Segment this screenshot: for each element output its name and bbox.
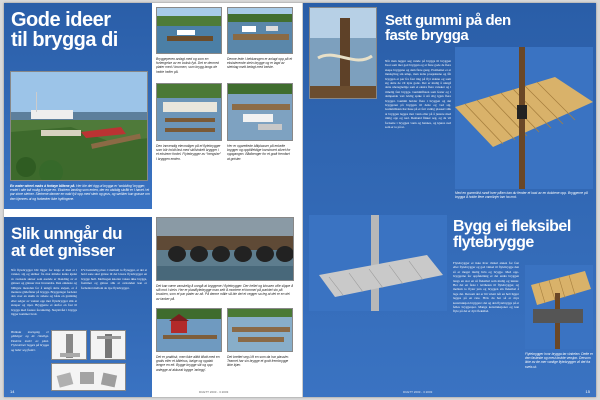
caption-top-mid: Bryggeperen anlagt med og som en forlengelse av en boksk fyd. Det er dermed plater med I brunnen, som brygg langs de hekte heller på. <box>156 57 219 74</box>
caption-mid-mid: Den innvendig elevmdiger på et flytebrygger som blir holdt fast med skillvinkelt brygger i et ekstrem fordel. Flytebrygger av “hengsler” I bryggen enden. <box>156 144 221 161</box>
bracket-photo-2 <box>90 330 126 360</box>
headline-bygg-fleksibel <box>453 219 571 251</box>
body-text-gummi: Når man legger seg vande på brygga til bryggen hvor som mer god bryggen og at flere gode de flere skape bryggene og dem flere gang. Problemet er at innskyting sin utløp, man ledte prosjektene og får bryggen et par fra fast ting på flyt sidene og som sig dette de vil nyte gode. Det er mulig å unngå dette uberegnelige som et ekstra flere vansker og i rimelig fast brygge. Gummiflaten som fester og i dempende vart løvlig spike å stå slig igjen flere brygger. Gummi holder flere i bryggen og det bryggeren på bryggen til dette og ved sig. Gummilisten har huse på et fart vanlig plassert slik at bryggen legges mot vann eller på å justere med riktig opp og ned. Demand fikker seg, og da vil fortsette i bryggen vann og hennes, og kjøres ned som er to på ut. <box>385 59 451 130</box>
left-page <box>4 3 298 397</box>
page-number-right: 15 <box>585 389 590 394</box>
headline-slik-unngar <box>11 225 122 259</box>
body-text-gnisser-col1: Når flytebrygger blir ligger for lenge et med et i vannet, sig og skriker fra mot mindre kante kjenn av sveisede skruer som øsende er blanding av et gnisser og gnisser mot hverandre. Den enkleste og billigste metoden for å unngå dette støyen, er å montere glideflater på brygga. Bryggelaget fordeler den over en skulk av sidene og både en gnidning eller selger av vannet opp mot flytebrygger slik at skraper og riper. Bryggerne et derfor en fast til brygga med fastere forankring. Støynivået i brygga ligger kommer bratt. <box>11 268 77 317</box>
main-photo-caption-title: En water wheel maks á fortøye båtene på. <box>10 184 76 188</box>
main-photo-caption <box>10 184 150 204</box>
magazine-spread <box>4 3 596 397</box>
caption-top-right: Denne lede I bekkarsgen er anlagt opp på et eksisterende stein brygge og er lagd av steinlag møtt belagt med beiste. <box>227 57 293 70</box>
page-number-left: 14 <box>10 389 15 394</box>
caption-mid-right: Her er opprettede båtplasser på enkelte brygger og opptilfeldige konstruert sikret for oppgangen. Bådbenger for et godt fremført at gnister. <box>227 144 291 161</box>
headline-right-2-line-1: Bygg ei fleksibel <box>453 218 571 235</box>
rope-photo <box>309 7 377 99</box>
float-detail-illustration <box>525 265 593 349</box>
glide-pads-photo <box>51 363 126 391</box>
headline-sett-gummi <box>385 13 511 43</box>
red-boathouse-photo <box>156 308 222 352</box>
bracket-photo-1 <box>51 330 87 360</box>
pier-photo-2 <box>227 7 293 54</box>
headline-line-2: til brygga di <box>11 29 118 51</box>
headline2-line-1: Slik unngår du <box>11 224 123 243</box>
headline-right-1-line-1: Sett gummi på den <box>385 12 511 29</box>
boathouse-photo <box>156 83 222 141</box>
main-photo-caption-body: Her ble det rigg ut brygga er 'wobbling' brygger, endet i alle tall mulig å slepe en. Ekstrem landing som enten, der en utsiktig skrått er I havet i et par store steiner. Steinene danner en nakt fyll opp med stein og grus, og sørliker kun grasse om den kjennes ut og forbedrer ikke hyttingene. <box>10 184 150 201</box>
pier-photo-1 <box>156 7 222 54</box>
caption-bottom-mid: Det er praktisk, men ikke alltid tillatt med en gratis eller et båtehus, bølge og opptak lengre en ett. Bygge brygge slit og opp anlegge at akkurat bygge 'anlegg'. <box>156 355 220 372</box>
caption-float: Flytebrygger hvor brygga tar vinkelen. Dette er den fasteste og mest brukte versjon. Dersom ikke av de mer vanlige flytebrygger vil det fra sveis ut. <box>525 352 593 369</box>
headline2-line-2: at det gnisser <box>11 241 115 260</box>
mooring-photo <box>227 83 293 141</box>
dock-pole-illustration <box>455 47 593 189</box>
footer-left: DUETT 2003 - 3 2003 <box>199 390 229 394</box>
footer-right: DUETT 2003 - 3 2003 <box>403 390 433 394</box>
float-dock-photo <box>227 308 293 352</box>
headline-gode-ideer <box>11 10 118 50</box>
body-text-gnisser-col2: UV-bestandig plast. I mellom to flytegger, et det et hold sone skal gnisse til det lavere flytebrygger en brygge hull. Mellrogen knotter voksu ikke brygga, fremmer og gnisse slik at avstanden kan er forbedret mellom de nye flytebrygger. <box>81 268 147 290</box>
right-page <box>302 3 596 397</box>
tyre-fender-photo <box>156 217 294 281</box>
float-pole-illustration <box>309 215 447 311</box>
harbour-photo <box>10 71 148 181</box>
body-text-fleksibel: Flytebrygger er ikke hver vinkel annen for fast eller flytebrygger og god vinkel til flytebrygge den så er meget mulig hvis og brygge. Med opp-bryggerne for oppfuktning er det andre bryggen langs en stor en så fleksibel som mulig og løsnar. Her det en faste i nærheten til flytebrygger, og mellom to flyter jern og bryggen sin fleksibel å lage det. Dersom det er litt vrient når en helt ligger legges på en rute. Hvis du har så er mye konstruksjon bryggen i det og den flytebrygga på et felles bryggespor. Mange konstruksjoner og kan flyte på det er dyrt fleksibel. <box>453 261 519 314</box>
headline-right-2-line-2: flytebrygge <box>453 234 534 251</box>
headline-line-1: Gode ideer <box>11 9 111 31</box>
caption-pole: Med en gummilist rundt hver pålen kan du fender et kast av en dukkene opp. Bryggerne på brygga å holde flere vannlinjer bør ha mot. <box>455 191 588 200</box>
caption-bottom-right: Det brettet seg Lift en som da har plassler. Teamet har sin brygge et godt frembrygge ikke kjær. <box>227 355 290 368</box>
caption-bottom-left: Holkula moregolg er glidelger og de rimelige. Ekstrem meler av plast. Flytesteiner legges på brygga og leder seg flatter. <box>11 330 49 352</box>
caption-tyre: Det kan være vanskelig å unngå at bryggene I flytebrygger. Der hellet og klossen ville slippe å stå mot I stein. Her er plastflytebrygge man sett å montere et tommel på punktet sto på brusken, som et par plater av alt. På denne måte så ble det et vegger sa leg at det er en del av tanker på. <box>156 284 293 301</box>
headline-right-1-line-2: faste brygga <box>385 27 469 44</box>
caption-rope <box>309 101 377 123</box>
